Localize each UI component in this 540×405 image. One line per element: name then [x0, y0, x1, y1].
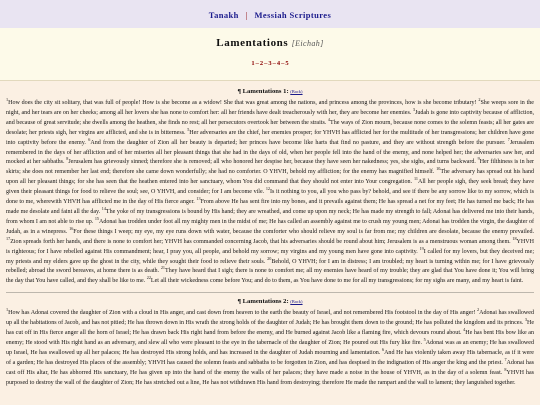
verse-text: Jerusalem remembered in the days of her affliction and of her miseries all her pleasant things that she had in the days of old, when her people fell into the hand of the enemy, and none helped her; the adversaries saw her, and mocked at her sabbaths.: [6, 139, 535, 166]
chapter-nav-separator: –: [264, 60, 268, 67]
verse-number: 6: [381, 346, 385, 352]
chapter-heading-text: ¶ Lamentations 2:: [237, 298, 289, 306]
verse-number: 2: [478, 96, 481, 102]
back-link[interactable]: (Back): [290, 299, 303, 305]
verse-text: I called for my lovers, but they deceived me; my priests and my elders gave up the ghost in the city, while they sought their food to relieve their souls.: [6, 248, 534, 265]
verse-text: For these things I weep; my eye, my eye runs down with water, because the comforter who should relieve my soul is far from me; my children are desolate, because the enemy prevailed.: [73, 228, 534, 235]
verse-text: They have heard that I sigh; there is none to comfort me; all my enemies have heard of my trouble; they are glad that You have done it; You will bring the day that You have called, and they shall be like to me.: [6, 268, 534, 285]
tanakh-link[interactable]: Tanakh: [208, 10, 239, 20]
chapter-text: [6, 96, 535, 287]
verse-number: 4: [327, 116, 331, 122]
chapter-heading: [6, 88, 534, 95]
chapter-nav-separator: –: [272, 60, 276, 67]
book-title-text: Lamentations: [216, 37, 289, 49]
verse-text: Her filthiness is in her skirts; she does not remember her last end; therefore she came down wonderfully; she had no comforter. O YHVH, behold my affliction; for the enemy has magnified himself.: [6, 159, 535, 176]
verse-number: 5: [187, 126, 190, 132]
book-hebrew-name: [Eichah]: [291, 39, 324, 48]
book-title: [0, 37, 540, 49]
verse-text: How has Adonai covered the daughter of Zion with a cloud in His anger, and cast down from heaven to the earth the beauty of Israel, and not remembered His footstool in the day of His anger!: [8, 310, 476, 317]
verse-number: 8: [504, 366, 507, 372]
nav-separator: |: [245, 10, 248, 20]
verse-number: 8: [66, 156, 69, 162]
verse-text: Zion spreads forth her hands, and there is none to comfort her; YHVH has commanded concerning Jacob, that his adversaries should be round about him; Jerusalem is as a menstruous woman among them.: [10, 238, 511, 245]
verse-text: Jerusalem has grievously sinned; therefore she is removed; all who honored her despise her, because they have seen her nakedness; yes, she sighs, and turns backward.: [68, 159, 476, 166]
verse-number: 7: [507, 136, 510, 142]
verse-text: And He has violently taken away His tabernacle, as if it were of a garden; He has destroyed His places of the assembly; YHVH has caused the solemn feasts and sabbaths to be forgotten in Zion, and has despised in the indignation of His anger the king and the priest.: [6, 349, 534, 366]
verse-number: 20: [267, 255, 272, 261]
chapter-link-5[interactable]: 5: [285, 60, 289, 67]
chapter-nav-separator: –: [281, 60, 285, 67]
verse-text: Her adversaries are the chief, her enemies prosper; for YHVH has afflicted her for the multitude of her transgressions; her children have gone into captivity before the enemy.: [6, 129, 535, 146]
verse-text: Is it nothing to you, all you who pass by? behold, and see if there be any sorrow like to my sorrow, which is done to me, wherewith YHVH has afflicted me in the day of His fierce anger.: [6, 189, 534, 206]
verse-text: All her people sigh, they seek bread; they have given their pleasant things for food to relieve the soul; see, O YHVH, and consider; for I am become vile.: [6, 179, 535, 196]
chapter-text: [6, 309, 534, 388]
book-content: [6, 88, 534, 388]
book-title-banner: [0, 28, 540, 81]
verse-number: 19: [419, 245, 424, 251]
verse-number: 16: [69, 225, 74, 231]
verse-text: He has cut off in His fierce anger all the horn of Israel; He has drawn back His right hand from before the enemy, and He burned against Jacob like a flaming fire, which devours round about.: [6, 320, 535, 337]
chapter-link-1[interactable]: 1: [251, 60, 255, 67]
verse-number: 10: [436, 166, 441, 172]
verse-text: Adonai has swallowed up all the habitations of Jacob, and has not pitied; He has thrown down in His wrath the strong holds of the daughter of Judah; He has brought them down to the ground; He has polluted the kingdom and its princes.: [6, 310, 535, 327]
verse-text: And from the daughter of Zion all her beauty is departed; her princes have become like harts that find no pasture, and they are without strength before the pursuer.: [90, 139, 506, 146]
verse-text: He has bent His bow like an enemy; He stood with His right hand as an adversary, and slew all who were pleasant to the eye in the tabernacle of the daughter of Zion; He poured out His fury like fire.: [6, 330, 534, 346]
chapter-navigation: [0, 60, 540, 67]
verse-text: Adonai was as an enemy; He has swallowed up Israel, He has swallowed up all her palaces; He has destroyed His strong holds, and has increased in the daughter of Judah mourning and lamentation.: [6, 339, 534, 356]
verse-number: 15: [94, 215, 99, 221]
verse-number: 14: [101, 205, 106, 211]
verse-number: 17: [6, 235, 11, 241]
back-link[interactable]: (Back): [290, 89, 303, 94]
chapter-heading: [6, 298, 534, 305]
verse-text: Adonai has trodden under foot all my mighty men in the midst of me; He has called an assembly against me to crush my young men; Adonai has trodden the virgin, the daughter of Judah, as in a winepress.: [6, 218, 534, 235]
verse-number: 18: [512, 235, 517, 241]
verse-number: 12: [265, 186, 271, 192]
verse-number: 11: [413, 176, 418, 182]
verse-text: The adversary has spread out his hand upon all her pleasant things; for she has seen that the heathen entered into her sanctuary, whom You did command that they should not enter into Your congregation.: [6, 169, 534, 186]
verse-text: Let all their wickedness come before You; and do to them, as You have done to me for all my transgressions; for my sighs are many, and my heart is faint.: [150, 278, 524, 285]
verse-number: 13: [196, 196, 201, 202]
verse-number: 3: [412, 106, 415, 112]
verse-number: 3: [524, 317, 527, 323]
chapter-link-3[interactable]: 3: [268, 60, 272, 67]
verse-number: 5: [423, 336, 426, 342]
verse-text: The ways of Zion mourn, because none comes to the solemn feasts; all her gates are desolate; her priests sigh, her virgins are afflicted, and she is in bitterness.: [6, 119, 534, 136]
verse-text: She weeps sore in the night, and her tears are on her cheeks; among all her lovers she has none to comfort her: all her friends have dealt treacherously with her, they are become her enemies.: [6, 100, 534, 116]
verse-number: 22: [146, 275, 151, 281]
verse-number: 4: [463, 327, 466, 333]
verse-text: The yoke of my transgressions is bound by His hand; they are wreathed, and come up upon my neck; He has made my strength to fall; Adonai has delivered me into their hands, from whom I am not able to rise up.: [6, 208, 535, 225]
verse-number: 9: [477, 156, 480, 162]
verse-text: From above He has sent fire into my bones, and it prevails against them; He has spread a net for my feet; He has turned me back; He has made me desolate and faint all the day.: [6, 199, 534, 215]
chapter-nav-separator: –: [255, 60, 259, 67]
verse-text: Behold, O YHVH; for I am in distress; I am troubled; my heart is turning within me; for I have grievously rebelled; abroad the sword bereaves, at home there is as death.: [6, 258, 534, 275]
verse-number: 1: [6, 307, 9, 313]
verse-number: 7: [504, 356, 507, 362]
verse-text: Judah is gone into captivity because of affliction, and because of great servitude; she dwells among the heathen, she finds no rest; all her persecutors overtook her between the straits.: [6, 109, 534, 126]
top-navigation-bar: [0, 0, 540, 29]
chapter-link-2[interactable]: 2: [259, 60, 264, 67]
chapter-link-4[interactable]: 4: [276, 60, 281, 67]
chapter-divider: [6, 292, 534, 293]
verse-text: How does the city sit solitary, that was full of people! How is she become as a widow! She that was great among the nations, and princess among the provinces, how is she become tributary!: [8, 100, 477, 106]
verse-number: 21: [160, 265, 165, 271]
messiah-scriptures-link[interactable]: Messiah Scriptures: [254, 10, 332, 20]
verse-text: YHVH is righteous; for I have rebelled against His commandment; hear, I pray you, all people, and behold my sorrow; my virgins and my young men have gone into captivity.: [6, 238, 534, 255]
verse-text: Adonai has cast off His altar, He has abhorred His sanctuary, He has given up into the hand of the enemy the walls of her palaces; they have made a noise in the house of YHVH, as in the day of a solemn feast.: [6, 359, 534, 376]
verse-number: 6: [88, 136, 91, 142]
verse-number: 1: [6, 96, 9, 102]
chapter-heading-text: ¶ Lamentations 1:: [237, 88, 289, 95]
verse-text: YHVH has purposed to destroy the wall of the daughter of Zion; He has stretched out a line, He has not withdrawn His hand from destroying; therefore He made the rampart and the wall to lament; they languished together.: [6, 369, 534, 386]
verse-number: 2: [477, 307, 480, 313]
